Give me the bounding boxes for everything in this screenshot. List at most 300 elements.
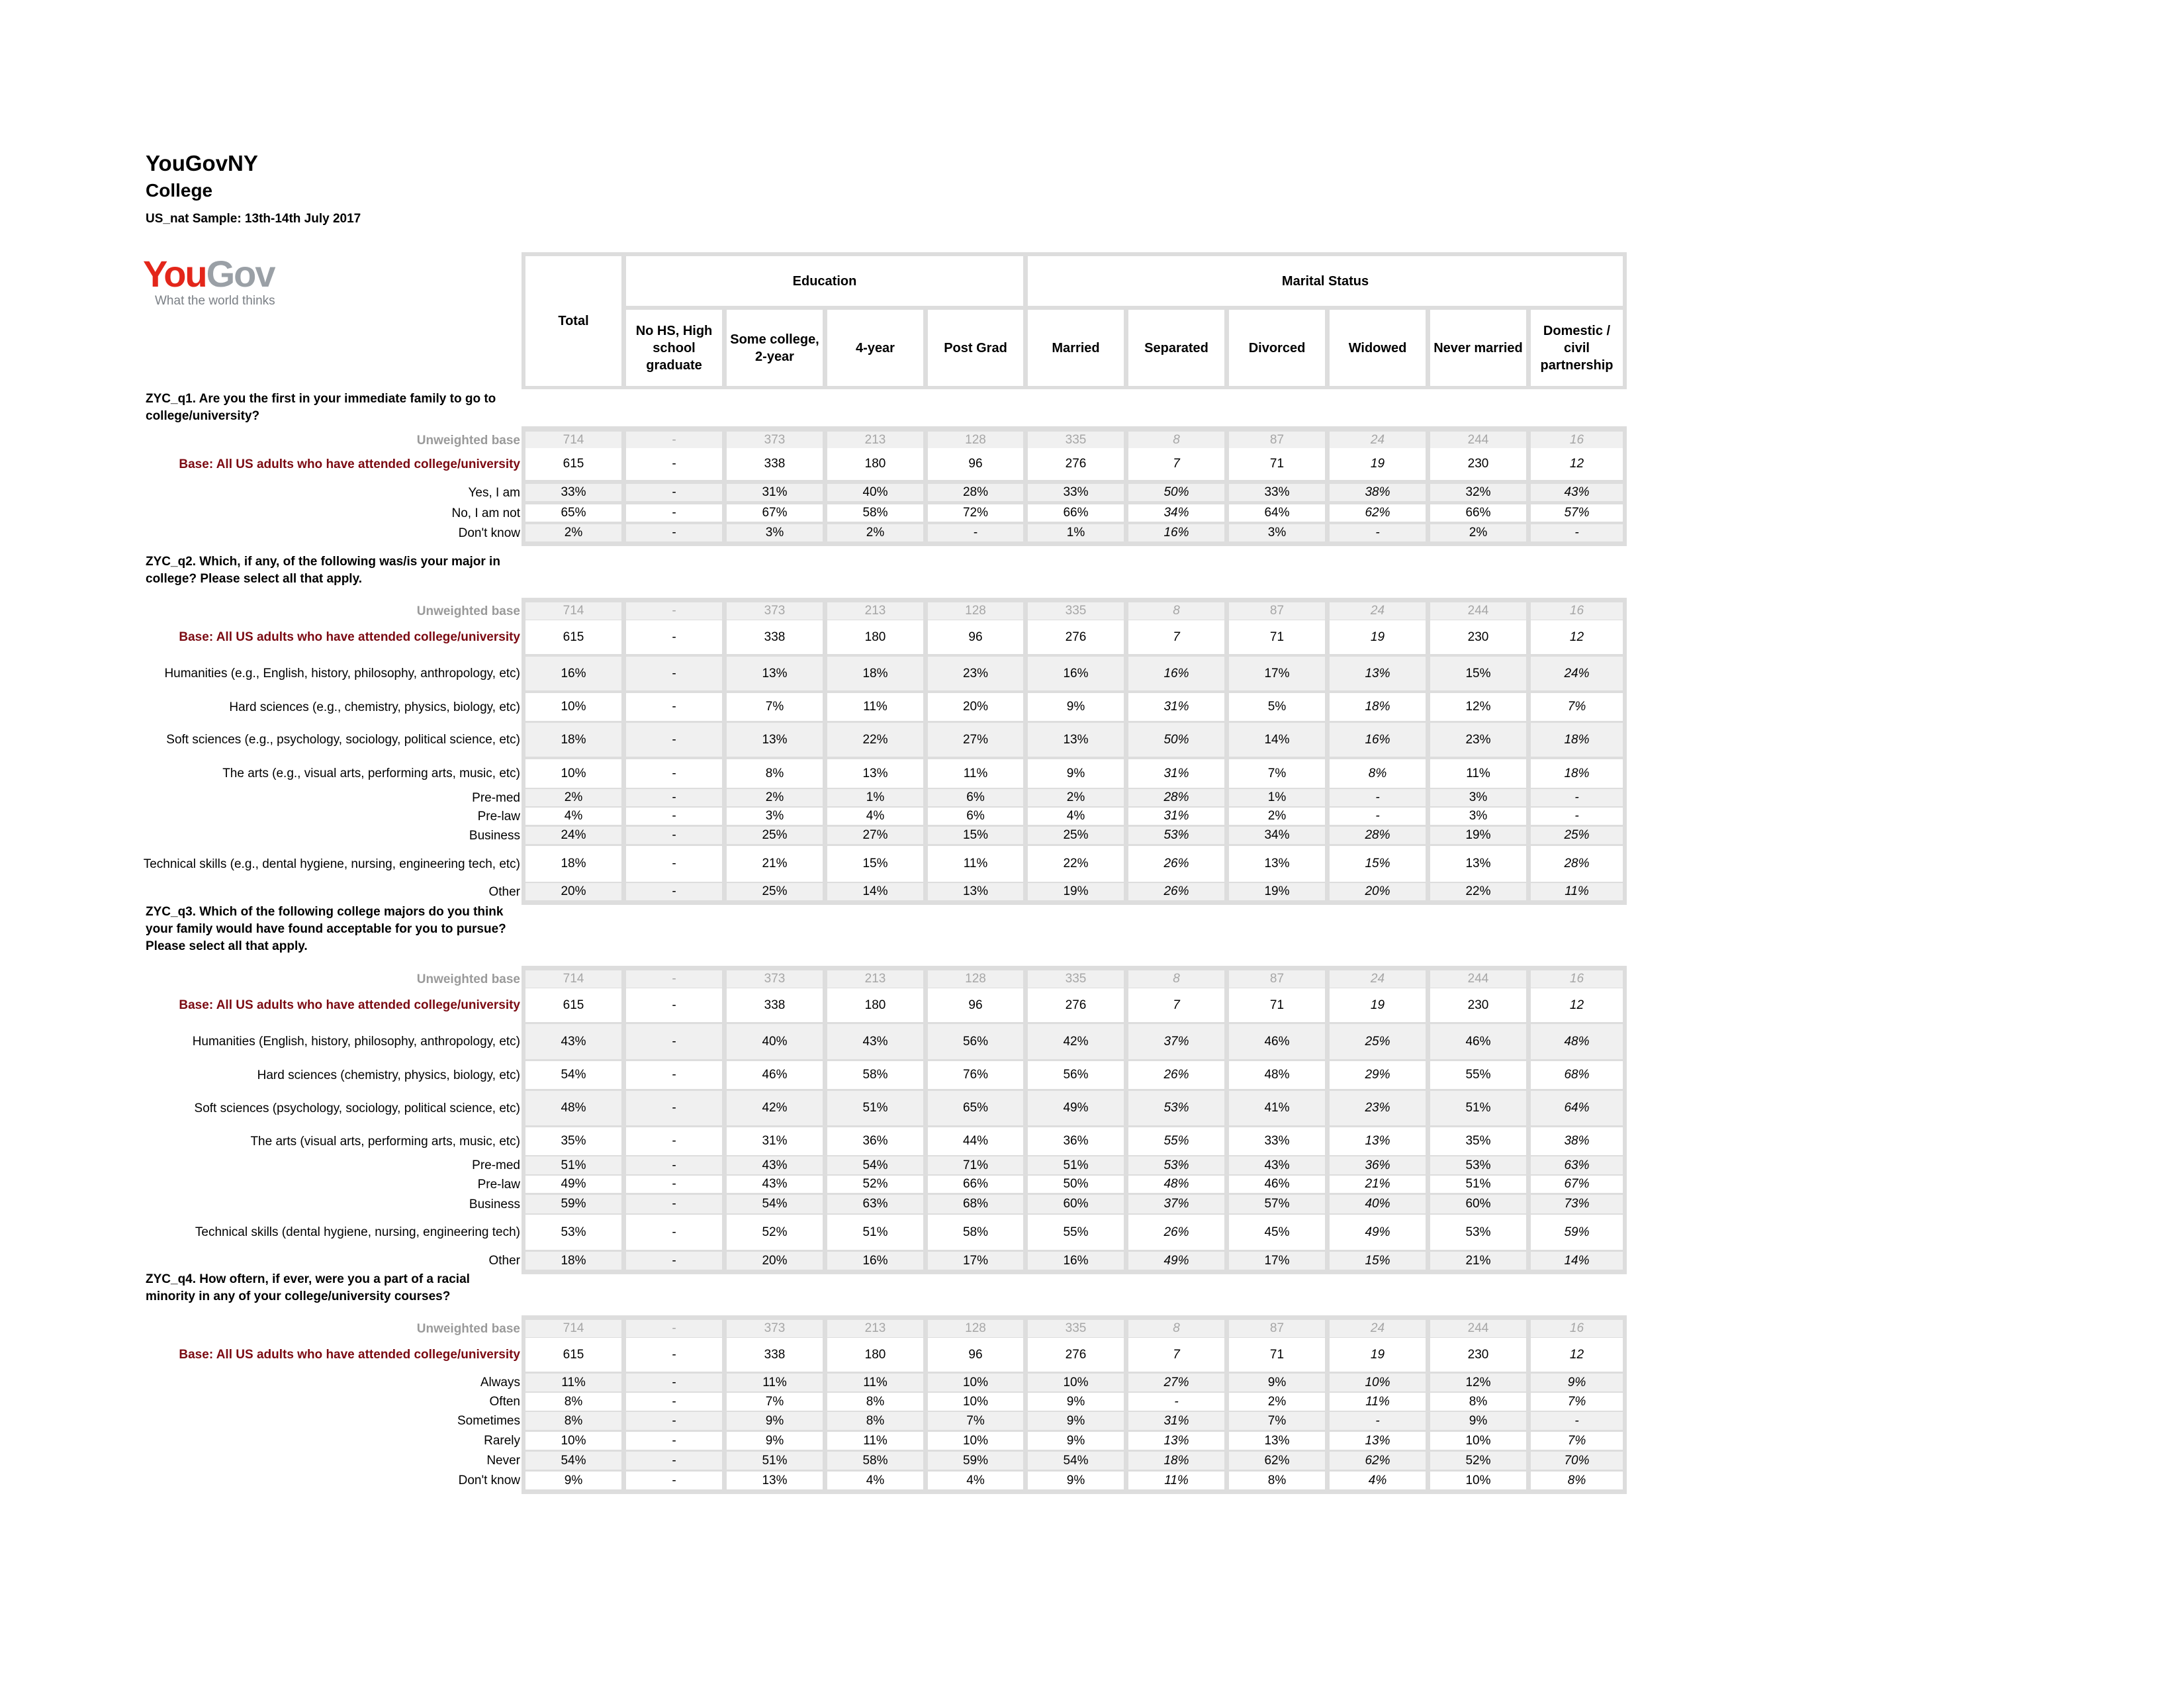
table-cell: 29%	[1330, 1061, 1426, 1089]
table-cell: 13%	[1229, 1432, 1325, 1450]
table-cell: 7	[1128, 620, 1224, 654]
table-cell: 338	[727, 1338, 823, 1372]
base-label: Base: All US adults who have attended college/university	[179, 998, 520, 1012]
table-cell: 23%	[1330, 1091, 1426, 1125]
table-cell: 17%	[1229, 1252, 1325, 1270]
table-cell: 16	[1531, 432, 1623, 449]
table-cell: 33%	[525, 484, 621, 501]
table-cell: 40%	[827, 484, 923, 501]
question-title: ZYC_q2. Which, if any, of the following was/is your major in college? Please select all that apply.	[146, 555, 500, 586]
table-cell: 9%	[727, 1432, 823, 1450]
table-cell: 16%	[1128, 524, 1224, 541]
table-cell: 67%	[727, 504, 823, 522]
table-cell: 62%	[1330, 1452, 1426, 1470]
table-cell: -	[626, 620, 722, 654]
table-cell: 12	[1531, 988, 1623, 1022]
table-cell: -	[626, 846, 722, 882]
table-cell: 7	[1128, 988, 1224, 1022]
table-cell: 33%	[1028, 484, 1124, 501]
unweighted-base-label: Unweighted base	[416, 972, 520, 986]
table-cell: 9%	[1028, 1412, 1124, 1430]
table-cell: 12	[1531, 1338, 1623, 1372]
table-cell: 28%	[928, 484, 1023, 501]
table-cell: 27%	[1128, 1374, 1224, 1391]
table-cell: 714	[525, 602, 621, 620]
table-cell: 53%	[1128, 827, 1224, 844]
table-cell: 7	[1128, 1338, 1224, 1372]
logo-gov: Gov	[206, 253, 275, 295]
table-cell: -	[626, 789, 722, 806]
table-cell: 42%	[727, 1091, 823, 1125]
table-cell: 18%	[525, 846, 621, 882]
table-cell: -	[626, 1061, 722, 1089]
table-cell: 55%	[1430, 1061, 1526, 1089]
table-cell: 96	[928, 988, 1023, 1022]
table-cell: 31%	[1128, 1412, 1224, 1430]
table-cell: 50%	[1128, 723, 1224, 757]
table-cell: 2%	[1229, 808, 1325, 825]
table-cell: 49%	[1330, 1215, 1426, 1250]
table-cell: 20%	[727, 1252, 823, 1270]
table-cell: 11%	[827, 693, 923, 721]
table-cell: 2%	[525, 789, 621, 806]
table-cell: 2%	[1229, 1393, 1325, 1411]
table-cell: 128	[928, 1320, 1023, 1337]
table-cell: 11%	[928, 759, 1023, 788]
table-cell: 15%	[827, 846, 923, 882]
table-cell: 23%	[928, 657, 1023, 690]
table-cell: 7%	[1229, 1412, 1325, 1430]
table-cell: 13%	[1028, 723, 1124, 757]
table-cell: 714	[525, 432, 621, 449]
table-cell: 10%	[525, 693, 621, 721]
table-cell: 22%	[1028, 846, 1124, 882]
table-cell: 14%	[1531, 1252, 1623, 1270]
table-cell: 28%	[1531, 846, 1623, 882]
question-title: ZYC_q3. Which of the following college majors do you think your family would have found acceptable for you to pursue? Please select all that apply.	[146, 905, 506, 953]
table-cell: 96	[928, 1338, 1023, 1372]
column-header-total: Total	[525, 256, 621, 386]
table-cell: -	[1330, 789, 1426, 806]
table-cell: 62%	[1330, 504, 1426, 522]
table-cell: 35%	[1430, 1127, 1526, 1155]
table-cell: 64%	[1531, 1091, 1623, 1125]
table-cell: 13%	[1128, 1432, 1224, 1450]
table-cell: 128	[928, 602, 1023, 620]
table-cell: -	[626, 759, 722, 788]
column-header-some-college: Some college, 2-year	[727, 310, 823, 386]
row-label: Pre-law	[477, 809, 520, 823]
yougov-logo	[143, 253, 275, 308]
table-cell: 19	[1330, 620, 1426, 654]
table-cell: 60%	[1430, 1195, 1526, 1213]
table-cell: 51%	[525, 1156, 621, 1174]
table-cell: 10%	[1430, 1432, 1526, 1450]
table-cell: 58%	[827, 1452, 923, 1470]
row-label: Business	[469, 1197, 520, 1211]
table-cell: 15%	[1330, 846, 1426, 882]
table-cell: 9%	[1028, 1472, 1124, 1489]
table-cell: -	[626, 448, 722, 480]
table-cell: 7%	[1531, 1393, 1623, 1411]
table-cell: 26%	[1128, 1061, 1224, 1089]
table-cell: 53%	[1128, 1091, 1224, 1125]
group-header-education: Education	[626, 256, 1023, 306]
table-cell: 276	[1028, 988, 1124, 1022]
table-cell: 3%	[1430, 789, 1526, 806]
table-cell: 24%	[1531, 657, 1623, 690]
table-cell: 244	[1430, 432, 1526, 449]
table-cell: 11%	[727, 1374, 823, 1391]
table-cell: 15%	[1330, 1252, 1426, 1270]
table-cell: 13%	[1229, 846, 1325, 882]
table-cell: 71	[1229, 620, 1325, 654]
table-cell: 16	[1531, 970, 1623, 988]
table-cell: 2%	[727, 789, 823, 806]
table-cell: 46%	[1229, 1024, 1325, 1059]
table-cell: 50%	[1028, 1176, 1124, 1193]
table-cell: 244	[1430, 602, 1526, 620]
table-cell: 15%	[928, 827, 1023, 844]
table-cell: 71%	[928, 1156, 1023, 1174]
table-cell: -	[1330, 524, 1426, 541]
table-cell: 8	[1128, 602, 1224, 620]
table-cell: -	[626, 1156, 722, 1174]
row-label: Hard sciences (e.g., chemistry, physics, biology, etc)	[229, 700, 520, 714]
table-cell: 49%	[1028, 1091, 1124, 1125]
table-cell: 21%	[727, 846, 823, 882]
table-cell: 10%	[525, 1432, 621, 1450]
table-cell: 10%	[928, 1432, 1023, 1450]
table-cell: 213	[827, 970, 923, 988]
table-cell: 24	[1330, 970, 1426, 988]
table-cell: 8%	[727, 759, 823, 788]
table-cell: 20%	[1330, 883, 1426, 900]
table-cell: 31%	[1128, 693, 1224, 721]
row-label: Don't know	[458, 526, 520, 540]
table-cell: 180	[827, 448, 923, 480]
table-cell: 714	[525, 1320, 621, 1337]
table-cell: 8%	[525, 1393, 621, 1411]
table-cell: 12%	[1430, 693, 1526, 721]
table-cell: 26%	[1128, 883, 1224, 900]
table-cell: 31%	[727, 1127, 823, 1155]
table-cell: 28%	[1330, 827, 1426, 844]
table-cell: 59%	[928, 1452, 1023, 1470]
report-title: YouGovNY	[146, 151, 258, 175]
table-cell: 19%	[1430, 827, 1526, 844]
table-cell: 54%	[827, 1156, 923, 1174]
table-cell: 31%	[727, 484, 823, 501]
table-cell: 27%	[928, 723, 1023, 757]
table-cell: 11%	[928, 846, 1023, 882]
table-cell: -	[626, 988, 722, 1022]
table-cell: -	[626, 1024, 722, 1059]
table-cell: 40%	[1330, 1195, 1426, 1213]
table-cell: 128	[928, 432, 1023, 449]
table-cell: 76%	[928, 1061, 1023, 1089]
table-cell: 373	[727, 602, 823, 620]
table-cell: 19	[1330, 1338, 1426, 1372]
table-cell: 128	[928, 970, 1023, 988]
table-cell: 615	[525, 988, 621, 1022]
table-cell: 55%	[1128, 1127, 1224, 1155]
table-cell: 3%	[727, 524, 823, 541]
table-cell: 43%	[1229, 1156, 1325, 1174]
table-cell: 1%	[827, 789, 923, 806]
table-cell: -	[626, 1215, 722, 1250]
table-cell: 16%	[827, 1252, 923, 1270]
table-cell: 16	[1531, 1320, 1623, 1337]
table-cell: 7%	[1531, 1432, 1623, 1450]
table-cell: 12	[1531, 620, 1623, 654]
report-subtitle: College	[146, 180, 213, 201]
table-cell: 10%	[928, 1374, 1023, 1391]
table-cell: 34%	[1229, 827, 1325, 844]
table-cell: 72%	[928, 504, 1023, 522]
table-cell: 56%	[1028, 1061, 1124, 1089]
table-cell: 56%	[928, 1024, 1023, 1059]
table-cell: -	[626, 432, 722, 449]
table-cell: 51%	[827, 1091, 923, 1125]
table-cell: 87	[1229, 1320, 1325, 1337]
table-cell: 60%	[1028, 1195, 1124, 1213]
row-label: Business	[469, 828, 520, 843]
table-cell: 8	[1128, 970, 1224, 988]
table-cell: 7	[1128, 448, 1224, 480]
table-cell: -	[626, 693, 722, 721]
table-cell: 230	[1430, 448, 1526, 480]
table-cell: 276	[1028, 448, 1124, 480]
table-cell: 22%	[827, 723, 923, 757]
table-cell: 13%	[1430, 846, 1526, 882]
table-cell: 14%	[1229, 723, 1325, 757]
table-cell: 1%	[1028, 524, 1124, 541]
table-cell: 16%	[525, 657, 621, 690]
table-cell: 615	[525, 1338, 621, 1372]
table-cell: 338	[727, 988, 823, 1022]
table-cell: -	[626, 827, 722, 844]
table-cell: 52%	[827, 1176, 923, 1193]
table-cell: -	[626, 1393, 722, 1411]
table-cell: 11%	[1128, 1472, 1224, 1489]
table-cell: 19%	[1229, 883, 1325, 900]
table-cell: 11%	[827, 1432, 923, 1450]
question-title: ZYC_q1. Are you the first in your immediate family to go to college/university?	[146, 392, 496, 423]
table-cell: 96	[928, 620, 1023, 654]
table-cell: 7%	[928, 1412, 1023, 1430]
table-cell: 6%	[928, 789, 1023, 806]
table-cell: 16%	[1028, 1252, 1124, 1270]
row-label: Never	[486, 1454, 520, 1468]
table-cell: 335	[1028, 432, 1124, 449]
table-cell: 50%	[1128, 484, 1224, 501]
table-cell: 38%	[1330, 484, 1426, 501]
table-cell: 13%	[727, 1472, 823, 1489]
row-label: Pre-med	[472, 1158, 520, 1172]
table-cell: -	[626, 808, 722, 825]
table-cell: 63%	[827, 1195, 923, 1213]
table-cell: 24	[1330, 432, 1426, 449]
row-label: Technical skills (e.g., dental hygiene, nursing, engineering tech, etc)	[143, 857, 520, 871]
table-cell: -	[626, 1127, 722, 1155]
table-cell: -	[626, 657, 722, 690]
table-cell: 53%	[1430, 1156, 1526, 1174]
row-label: Humanities (e.g., English, history, philosophy, anthropology, etc)	[164, 667, 520, 680]
table-cell: 10%	[1028, 1374, 1124, 1391]
row-label: The arts (visual arts, performing arts, music, etc)	[250, 1134, 520, 1149]
table-cell: 18%	[525, 723, 621, 757]
row-label: Humanities (English, history, philosophy, anthropology, etc)	[192, 1035, 520, 1049]
table-cell: 46%	[727, 1061, 823, 1089]
table-cell: 13%	[827, 759, 923, 788]
table-cell: 24	[1330, 602, 1426, 620]
table-cell: 87	[1229, 602, 1325, 620]
table-cell: 19%	[1028, 883, 1124, 900]
table-cell: 35%	[525, 1127, 621, 1155]
table-cell: -	[1531, 789, 1623, 806]
table-cell: 230	[1430, 620, 1526, 654]
table-cell: 18%	[1531, 723, 1623, 757]
table-cell: 41%	[1229, 1091, 1325, 1125]
table-cell: 3%	[727, 808, 823, 825]
table-cell: 24	[1330, 1320, 1426, 1337]
table-cell: 4%	[1028, 808, 1124, 825]
table-cell: 31%	[1128, 759, 1224, 788]
table-cell: 8	[1128, 1320, 1224, 1337]
table-cell: 38%	[1531, 1127, 1623, 1155]
row-label: No, I am not	[451, 506, 520, 520]
table-cell: 373	[727, 970, 823, 988]
table-cell: 9%	[1028, 1393, 1124, 1411]
table-cell: 9%	[1229, 1374, 1325, 1391]
row-label: Don't know	[458, 1474, 520, 1487]
table-cell: 73%	[1531, 1195, 1623, 1213]
table-cell: 18%	[1531, 759, 1623, 788]
table-cell: 49%	[1128, 1252, 1224, 1270]
table-cell: 51%	[827, 1215, 923, 1250]
table-cell: -	[626, 1195, 722, 1213]
table-cell: 12	[1531, 448, 1623, 480]
table-cell: 43%	[827, 1024, 923, 1059]
sample-info: US_nat Sample: 13th-14th July 2017	[146, 212, 361, 226]
column-header-domestic-partnership: Domestic / civil partnership	[1531, 310, 1623, 386]
table-cell: 63%	[1531, 1156, 1623, 1174]
table-cell: 33%	[1229, 1127, 1325, 1155]
row-label: Always	[480, 1376, 520, 1389]
table-cell: 335	[1028, 970, 1124, 988]
table-cell: 17%	[1229, 657, 1325, 690]
table-cell: 52%	[727, 1215, 823, 1250]
table-cell: 7%	[1531, 693, 1623, 721]
column-header-widowed: Widowed	[1330, 310, 1426, 386]
table-cell: 8	[1128, 432, 1224, 449]
table-cell: 16%	[1128, 657, 1224, 690]
base-label: Base: All US adults who have attended college/university	[179, 457, 520, 471]
table-cell: 32%	[1430, 484, 1526, 501]
table-cell: 59%	[525, 1195, 621, 1213]
table-cell: -	[626, 723, 722, 757]
table-cell: -	[626, 602, 722, 620]
table-cell: 9%	[1028, 693, 1124, 721]
table-cell: 14%	[827, 883, 923, 900]
column-header-post-grad: Post Grad	[928, 310, 1023, 386]
table-cell: 66%	[1430, 504, 1526, 522]
table-cell: 8%	[1229, 1472, 1325, 1489]
table-cell: 615	[525, 620, 621, 654]
table-cell: 7%	[1229, 759, 1325, 788]
table-cell: 46%	[1229, 1176, 1325, 1193]
table-cell: 33%	[1229, 484, 1325, 501]
table-cell: 37%	[1128, 1024, 1224, 1059]
table-cell: 10%	[1430, 1472, 1526, 1489]
table-cell: 43%	[525, 1024, 621, 1059]
row-label: Technical skills (dental hygiene, nursing, engineering tech)	[195, 1225, 520, 1239]
table-cell: 2%	[827, 524, 923, 541]
table-cell: 53%	[525, 1215, 621, 1250]
table-cell: 9%	[1531, 1374, 1623, 1391]
table-cell: 5%	[1229, 693, 1325, 721]
table-cell: 65%	[928, 1091, 1023, 1125]
table-cell: 13%	[928, 883, 1023, 900]
table-cell: -	[626, 504, 722, 522]
table-cell: 57%	[1229, 1195, 1325, 1213]
base-label: Base: All US adults who have attended college/university	[179, 630, 520, 644]
table-cell: 58%	[928, 1215, 1023, 1250]
table-cell: -	[626, 1412, 722, 1430]
column-header-divorced: Divorced	[1229, 310, 1325, 386]
question-title: ZYC_q4. How oftern, if ever, were you a part of a racial minority in any of your college/university courses?	[146, 1272, 470, 1303]
table-cell: -	[626, 970, 722, 988]
table-cell: 26%	[1128, 1215, 1224, 1250]
table-cell: -	[1531, 1412, 1623, 1430]
table-cell: -	[626, 883, 722, 900]
table-cell: 7%	[727, 1393, 823, 1411]
table-cell: 58%	[827, 504, 923, 522]
table-cell: 71	[1229, 448, 1325, 480]
table-cell: 57%	[1531, 504, 1623, 522]
table-cell: 58%	[827, 1061, 923, 1089]
table-cell: 22%	[1430, 883, 1526, 900]
column-header-never-married: Never married	[1430, 310, 1526, 386]
table-cell: 12%	[1430, 1374, 1526, 1391]
table-cell: 46%	[1430, 1024, 1526, 1059]
table-cell: 71	[1229, 988, 1325, 1022]
table-cell: 3%	[1430, 808, 1526, 825]
table-cell: 55%	[1028, 1215, 1124, 1250]
table-cell: 244	[1430, 970, 1526, 988]
table-cell: 230	[1430, 1338, 1526, 1372]
row-label: Rarely	[484, 1434, 520, 1448]
column-header-separated: Separated	[1128, 310, 1224, 386]
table-cell: 276	[1028, 620, 1124, 654]
table-cell: 2%	[1028, 789, 1124, 806]
table-cell: 244	[1430, 1320, 1526, 1337]
table-cell: 19	[1330, 988, 1426, 1022]
table-cell: -	[626, 1176, 722, 1193]
table-cell: 87	[1229, 970, 1325, 988]
table-cell: 53%	[1430, 1215, 1526, 1250]
logo-you: You	[143, 253, 206, 295]
table-cell: -	[1531, 808, 1623, 825]
table-cell: -	[626, 1252, 722, 1270]
row-label: Sometimes	[457, 1414, 520, 1428]
table-cell: 335	[1028, 1320, 1124, 1337]
table-cell: 615	[525, 448, 621, 480]
table-cell: -	[626, 484, 722, 501]
table-cell: 54%	[727, 1195, 823, 1213]
row-label: Hard sciences (chemistry, physics, biology, etc)	[257, 1068, 520, 1082]
